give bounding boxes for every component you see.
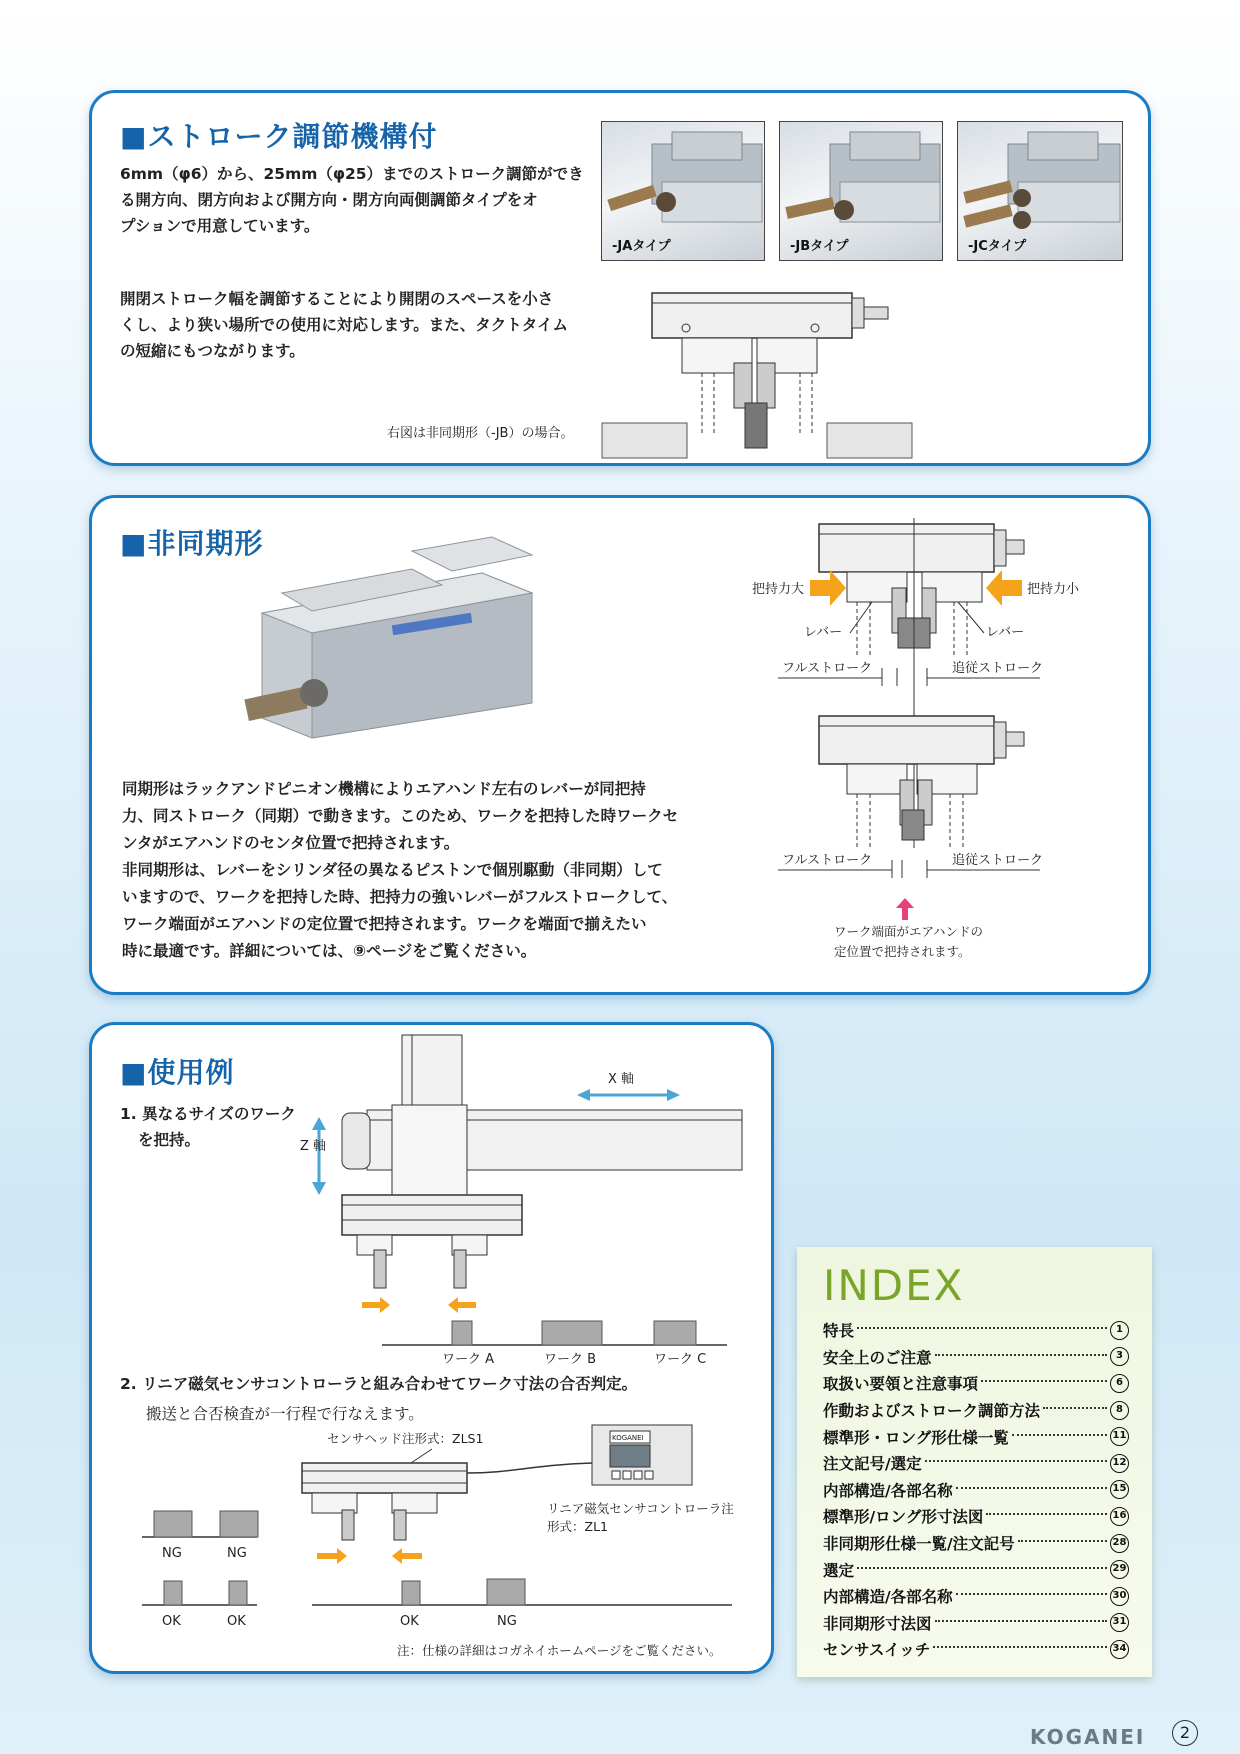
index-item-page: 30 [1110, 1587, 1129, 1606]
sensor-inspection-diagram [132, 1425, 772, 1665]
index-item-page: 31 [1110, 1613, 1129, 1632]
ng-label-2: NG [227, 1546, 247, 1561]
index-item[interactable] [823, 1317, 1129, 1344]
dot-leader [857, 1327, 1107, 1329]
index-box [797, 1247, 1152, 1677]
index-item-page: 8 [1110, 1401, 1129, 1420]
position-note-line2: 定位置で把持されます。 [834, 944, 971, 959]
index-item-page: 12 [1110, 1454, 1129, 1473]
index-item-page: 16 [1110, 1507, 1129, 1526]
dot-leader [935, 1354, 1107, 1356]
ng-label-3: NG [497, 1614, 517, 1629]
index-item-label: 特長 [823, 1322, 855, 1341]
index-item-label: センサスイッチ [823, 1641, 931, 1660]
stroke-paragraph: 開閉ストローク幅を調節することにより開閉のスペースを小さ くし、より狭い場所での使用に対応します。また、タクトタイム の短縮にもつながります。 [120, 290, 568, 360]
photo-caption: -JBタイプ [790, 239, 849, 254]
intro-paragraph: 6mm（φ6）から、25mm（φ25）までのストローク調節ができ る開方向、閉方向および開方向・閉方向両側調節タイプをオ プションで用意しています。 [120, 165, 584, 235]
position-note-line1: ワーク端面がエアハンドの [834, 924, 984, 939]
dot-leader [925, 1460, 1107, 1462]
index-item[interactable] [823, 1583, 1129, 1610]
index-item-label: 非同期形仕様一覧/注文記号 [823, 1535, 1015, 1554]
index-item-page: 15 [1110, 1480, 1129, 1499]
index-item-label: 注文記号/選定 [823, 1455, 922, 1474]
index-item[interactable] [823, 1344, 1129, 1371]
index-item[interactable] [823, 1397, 1129, 1424]
index-item[interactable] [823, 1450, 1129, 1477]
index-item[interactable] [823, 1477, 1129, 1504]
controller-brand-label: KOGANEI [612, 1434, 644, 1442]
dot-leader [981, 1380, 1107, 1382]
photo-caption: -JAタイプ [612, 239, 671, 254]
index-item-label: 非同期形寸法図 [823, 1614, 932, 1633]
diagram-note: 右図は非同期形（-JB）の場合。 [387, 426, 574, 441]
x-axis-label: X 軸 [608, 1072, 635, 1087]
force-large-label: 把持力大 [752, 582, 805, 597]
index-item-page: 28 [1110, 1534, 1129, 1553]
index-item-label: 作動およびストローク調節方法 [823, 1402, 1041, 1421]
z-axis-label: Z 軸 [300, 1139, 327, 1154]
index-item[interactable] [823, 1636, 1129, 1663]
force-small-label: 把持力小 [1027, 582, 1080, 597]
index-item[interactable] [823, 1556, 1129, 1583]
dot-leader [935, 1620, 1107, 1622]
index-item[interactable] [823, 1370, 1129, 1397]
product-photo-jc [957, 121, 1123, 261]
index-item-label: 内部構造/各部名称 [823, 1481, 953, 1500]
dot-leader [857, 1567, 1107, 1569]
usage-item-2-line1: 2. リニア磁気センサコントローラと組み合わせてワーク寸法の合否判定。 [120, 1375, 638, 1393]
dot-leader [986, 1513, 1107, 1515]
usage-item-2-line2: 搬送と合否検査が一行程で行なえます。 [146, 1405, 424, 1423]
follow-stroke-label-2: 追従ストローク [952, 853, 1044, 868]
async-description: 同期形はラックアンドピニオン機構によりエアハンド左右のレバーが同把持 力、同ストローク（同期）で動きます。このため、ワークを把持した時ワークセ ンタがエアハンドのセンタ位置で把持されます。 非同期形は、レバーをシリンダ径の異なるピストンで個別駆動（非同期）して いますので、ワークを把持した時、把持力の強いレバーがフルストロークして、 ワーク端面がエアハンドの定位置で把持されます。ワークを端面で揃えたい 時に最適です。詳細については、⑨ページをご覧ください。 [122, 780, 679, 960]
index-item-label: 取扱い要領と注意事項 [823, 1375, 979, 1394]
index-item-page: 34 [1110, 1640, 1129, 1659]
ok-label-1: OK [162, 1614, 181, 1629]
index-item[interactable] [823, 1610, 1129, 1637]
ok-label-3: OK [400, 1614, 419, 1629]
work-b-label: ワーク B [544, 1352, 597, 1367]
ng-label-1: NG [162, 1546, 182, 1561]
lever-label-right: レバー [986, 625, 1025, 640]
spec-footnote: 注：仕様の詳細はコガネイホームページをご覧ください。 [397, 1643, 722, 1658]
index-item[interactable] [823, 1530, 1129, 1557]
dot-leader [1043, 1407, 1107, 1409]
work-c-label: ワーク C [654, 1352, 707, 1367]
index-item-label: 安全上のご注意 [823, 1348, 932, 1367]
index-item-label: 選定 [823, 1561, 855, 1580]
section-heading: ■非同期形 [120, 527, 264, 560]
work-a-label: ワーク A [442, 1352, 495, 1367]
index-title: INDEX [823, 1261, 965, 1310]
async-type-panel [89, 495, 1151, 995]
index-item[interactable] [823, 1503, 1129, 1530]
dot-leader [1018, 1540, 1107, 1542]
section-heading: ■使用例 [120, 1056, 235, 1089]
follow-stroke-label-1: 追従ストローク [952, 661, 1044, 676]
dot-leader [933, 1646, 1107, 1648]
index-list [823, 1317, 1129, 1663]
product-photo-ja [601, 121, 765, 261]
controller-label-line1: リニア磁気センサコントローラ注 [547, 1501, 734, 1516]
dot-leader [956, 1593, 1107, 1595]
lever-label-left: レバー [804, 625, 843, 640]
ok-label-2: OK [227, 1614, 246, 1629]
usage-example-panel [89, 1022, 774, 1674]
async-grip-diagram [722, 518, 1122, 988]
full-stroke-label-1: フルストローク [782, 661, 873, 676]
index-item-label: 標準形・ロング形仕様一覧 [823, 1428, 1009, 1447]
brand-logo: KOGANEI [1030, 1725, 1146, 1749]
stroke-adjust-panel [89, 90, 1151, 466]
full-stroke-label-2: フルストローク [782, 853, 873, 868]
xz-axis-diagram [300, 1035, 762, 1375]
dot-leader [956, 1487, 1107, 1489]
index-item[interactable] [823, 1423, 1129, 1450]
page-number: 2 [1172, 1720, 1198, 1746]
product-photo-jb [779, 121, 943, 261]
index-item-page: 1 [1110, 1321, 1129, 1340]
index-item-page: 11 [1110, 1427, 1129, 1446]
usage-item-1: 1. 異なるサイズのワーク を把持。 [120, 1105, 296, 1149]
sensor-head-label: センサヘッド注形式：ZLS1 [327, 1431, 484, 1446]
index-item-label: 標準形/ロング形寸法図 [823, 1508, 984, 1527]
index-item-page: 3 [1110, 1347, 1129, 1366]
controller-label-line2: 形式：ZL1 [547, 1519, 608, 1534]
stroke-adjust-diagram [602, 283, 912, 458]
index-item-page: 29 [1110, 1560, 1129, 1579]
async-gripper-product-image [242, 533, 572, 743]
photo-caption: -JCタイプ [968, 239, 1027, 254]
dot-leader [1012, 1434, 1107, 1436]
index-item-label: 内部構造/各部名称 [823, 1588, 953, 1607]
section-heading: ■ストローク調節機構付 [120, 120, 438, 153]
index-item-page: 6 [1110, 1374, 1129, 1393]
